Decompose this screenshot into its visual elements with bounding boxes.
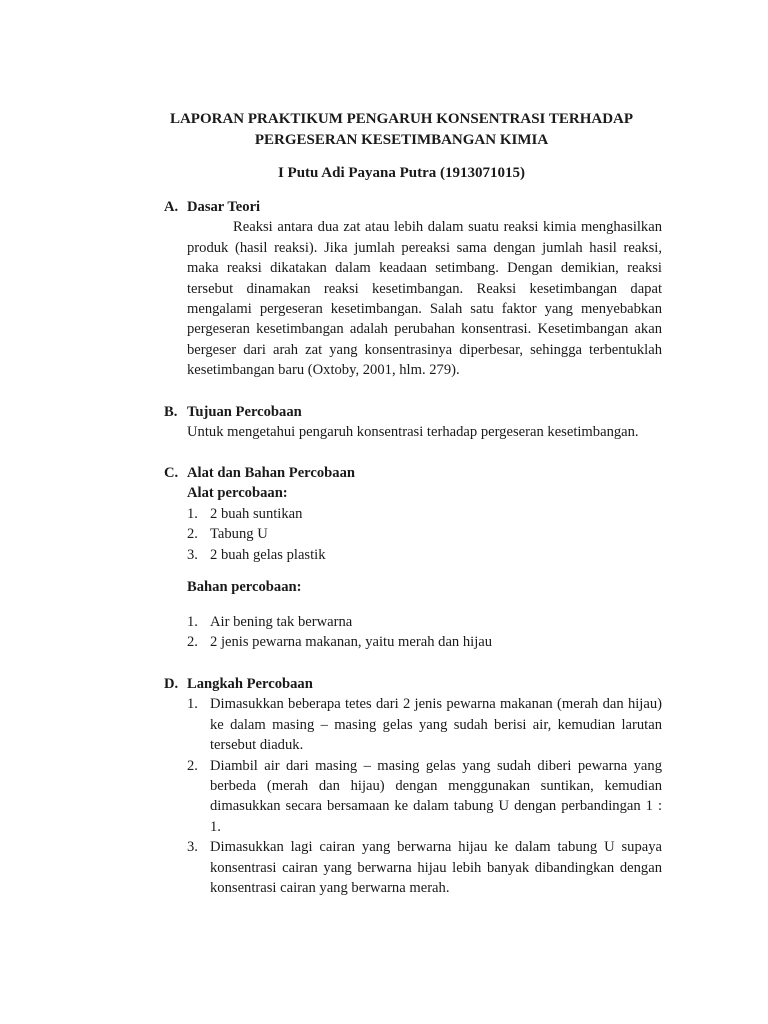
- list-item: 1. 2 buah suntikan: [187, 505, 303, 522]
- list-item: 2. Tabung U: [187, 526, 268, 543]
- section-langkah: [164, 674, 662, 898]
- section-title: Dasar Teori: [187, 199, 261, 215]
- section-dasar-teori: [164, 197, 662, 381]
- section-tujuan: [164, 402, 662, 443]
- section-heading: [164, 463, 662, 483]
- objective-text: Untuk mengetahui pengaruh konsentrasi terhadap pergeseran kesetimbangan.: [187, 424, 639, 441]
- list-item: 1. Air bening tak berwarna: [187, 614, 353, 630]
- bahan-heading: Bahan percobaan:: [187, 579, 302, 595]
- bahan-list: [164, 612, 662, 653]
- section-heading: [164, 674, 662, 694]
- title-line-2: PERGESERAN KESETIMBANGAN KIMIA: [254, 131, 549, 148]
- list-item: 2. 2 jenis pewarna makanan, yaitu merah dan hijau: [187, 634, 493, 651]
- step-item: 3. Dimasukkan lagi cairan yang berwarna hijau ke dalam tabung U supaya konsentrasi cairan yang berwarna hijau lebih banyak dibandingkan dengan konsentrasi cairan yang berwarna merah.: [187, 839, 662, 897]
- document-title: [100, 109, 703, 150]
- step-item: 2. Diambil air dari masing – masing gelas yang sudah diberi pewarna yang berbeda (merah dan hijau) dengan menggunakan suntikan, kemudian dimasukkan secara bersamaan ke dalam tabung U dengan perbandingan 1 : 1.: [187, 757, 662, 835]
- alat-heading: Alat percobaan:: [187, 485, 288, 502]
- section-title: Tujuan Percobaan: [187, 404, 302, 420]
- section-alat-bahan: [164, 463, 662, 565]
- section-letter: A.: [164, 199, 179, 215]
- section-letter: D.: [164, 676, 179, 692]
- section-heading: [164, 402, 662, 422]
- section-letter: C.: [164, 465, 179, 481]
- author-line: I Putu Adi Payana Putra (1913071015): [277, 165, 526, 181]
- step-item: 1. Dimasukkan beberapa tetes dari 2 jenis pewarna makanan (merah dan hijau) ke dalam masing – masing gelas yang sudah berisi air, kemudian larutan tersebut diaduk.: [187, 696, 662, 754]
- section-heading: [164, 197, 662, 217]
- theory-paragraph: Reaksi antara dua zat atau lebih dalam suatu reaksi kimia menghasilkan produk (hasil reaksi). Jika jumlah pereaksi sama dengan jumlah hasil reaksi, maka reaksi dikatakan dalam keadaan setimbang. Dengan demikian, reaksi tersebut dinamakan reaksi kesetimbangan. Reaksi kesetimbangan dapat mengalami pergeseran kesetimbangan. Salah satu faktor yang menyebabkan pergeseran kesetimbangan adalah perubahan konsentrasi. Kesetimbangan akan bergeser dari arah zat yang konsentrasinya diperbesar, sehingga terbentuklah kesetimbangan baru (Oxtoby, 2001, hlm. 279).: [187, 219, 662, 379]
- section-title: Alat dan Bahan Percobaan: [187, 465, 355, 481]
- title-line-1: LAPORAN PRAKTIKUM PENGARUH KONSENTRASI TERHADAP: [169, 111, 634, 127]
- section-letter: B.: [164, 404, 178, 420]
- bahan-block: [164, 577, 662, 597]
- list-item: 3. 2 buah gelas plastik: [187, 546, 326, 563]
- section-title: Langkah Percobaan: [187, 676, 313, 692]
